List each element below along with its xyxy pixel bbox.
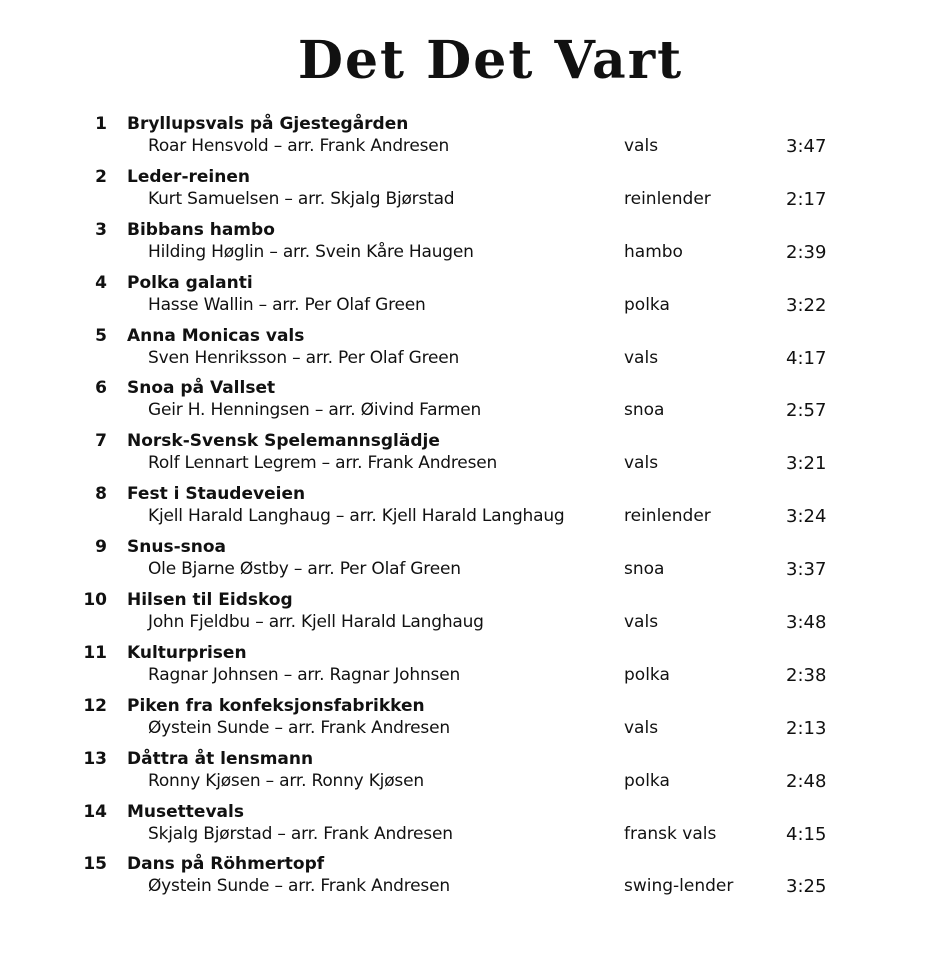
track-title: Kulturprisen: [127, 642, 247, 663]
track-duration: 3:24: [786, 506, 827, 528]
track-credit: Ronny Kjøsen – arr. Ronny Kjøsen: [148, 770, 424, 791]
track-duration: 3:21: [786, 453, 827, 475]
track-genre: snoa: [624, 559, 665, 580]
album-title: Det Det Vart: [297, 30, 684, 91]
track-genre: reinlender: [624, 506, 711, 527]
track-credit: Hasse Wallin – arr. Per Olaf Green: [148, 294, 426, 315]
track-credit: Ole Bjarne Østby – arr. Per Olaf Green: [148, 559, 461, 580]
track-genre: swing-lender: [624, 876, 734, 897]
track-number: 4: [95, 272, 107, 293]
track-row: [0, 588, 941, 641]
track-duration: 3:22: [786, 294, 827, 316]
track-title: Bibbans hambo: [127, 219, 275, 240]
track-duration: 2:57: [786, 400, 827, 422]
track-row: [0, 218, 941, 271]
track-number: 3: [95, 219, 107, 240]
track-credit: Kjell Harald Langhaug – arr. Kjell Harald Langhaug: [148, 506, 565, 527]
track-duration: 4:17: [786, 347, 827, 369]
track-row: [0, 482, 941, 535]
track-title: Hilsen til Eidskog: [127, 590, 293, 611]
track-credit: Øystein Sunde – arr. Frank Andresen: [148, 717, 450, 738]
track-title: Norsk-Svensk Spelemannsglädje: [127, 431, 440, 452]
track-duration: 2:13: [786, 717, 827, 739]
track-row: [0, 641, 941, 694]
track-number: 9: [95, 537, 107, 558]
track-genre: vals: [624, 612, 659, 633]
track-number: 10: [83, 590, 107, 611]
track-genre: vals: [624, 453, 659, 474]
track-title: Piken fra konfeksjonsfabrikken: [127, 695, 425, 716]
track-genre: polka: [624, 294, 670, 315]
track-row: [0, 112, 941, 165]
track-duration: 3:47: [786, 136, 827, 157]
track-duration: 3:25: [786, 876, 827, 898]
track-row: [0, 429, 941, 482]
track-row: [0, 694, 941, 747]
track-row: [0, 324, 941, 377]
track-credit: Hilding Høglin – arr. Svein Kåre Haugen: [148, 241, 474, 262]
track-row: [0, 165, 941, 218]
track-credit: Kurt Samuelsen – arr. Skjalg Bjørstad: [148, 188, 455, 209]
track-number: 5: [95, 325, 107, 346]
track-genre: reinlender: [624, 188, 711, 209]
track-row: [0, 747, 941, 800]
track-title: Dåttra åt lensmann: [127, 748, 314, 769]
track-list: [0, 112, 941, 905]
track-duration: 4:15: [786, 823, 827, 845]
track-credit: John Fjeldbu – arr. Kjell Harald Langhaug: [148, 612, 484, 633]
track-row: [0, 535, 941, 588]
track-title: Snoa på Vallset: [127, 378, 276, 399]
track-credit: Ragnar Johnsen – arr. Ragnar Johnsen: [148, 664, 461, 685]
track-number: 1: [95, 114, 107, 134]
track-number: 14: [83, 801, 107, 822]
track-genre: hambo: [624, 241, 683, 262]
track-number: 11: [83, 642, 107, 663]
track-title: Anna Monicas vals: [127, 325, 305, 346]
track-credit: Øystein Sunde – arr. Frank Andresen: [148, 876, 450, 897]
track-genre: polka: [624, 770, 670, 791]
track-duration: 2:39: [786, 241, 827, 263]
track-number: 2: [95, 166, 107, 187]
track-row: [0, 800, 941, 853]
track-credit: Geir H. Henningsen – arr. Øivind Farmen: [148, 400, 482, 421]
track-title: Bryllupsvals på Gjestegården: [127, 114, 409, 134]
track-genre: vals: [624, 347, 659, 368]
track-credit: Rolf Lennart Legrem – arr. Frank Andresen: [148, 453, 498, 474]
track-duration: 3:37: [786, 559, 827, 581]
track-number: 6: [95, 378, 107, 399]
track-number: 15: [83, 854, 107, 875]
track-credit: Skjalg Bjørstad – arr. Frank Andresen: [148, 823, 453, 844]
track-credit: Sven Henriksson – arr. Per Olaf Green: [148, 347, 460, 368]
track-genre: vals: [624, 717, 659, 738]
track-duration: 2:38: [786, 664, 827, 686]
track-genre: snoa: [624, 400, 665, 421]
track-title: Dans på Röhmertopf: [127, 854, 325, 875]
track-title: Snus-snoa: [127, 537, 226, 558]
track-title: Musettevals: [127, 801, 244, 822]
track-row: [0, 852, 941, 905]
track-number: 7: [95, 431, 107, 452]
track-credit: Roar Hensvold – arr. Frank Andresen: [148, 136, 450, 156]
track-genre: vals: [624, 136, 659, 156]
track-genre: fransk vals: [624, 823, 717, 844]
track-duration: 2:17: [786, 188, 827, 210]
track-title: Leder-reinen: [127, 166, 250, 187]
track-number: 8: [95, 484, 107, 505]
track-genre: polka: [624, 664, 670, 685]
track-title: Fest i Staudeveien: [127, 484, 306, 505]
track-number: 13: [83, 748, 107, 769]
track-row: [0, 271, 941, 324]
track-number: 12: [83, 695, 107, 716]
track-row: [0, 376, 941, 429]
track-duration: 2:48: [786, 770, 827, 792]
track-duration: 3:48: [786, 612, 827, 634]
track-title: Polka galanti: [127, 272, 253, 293]
